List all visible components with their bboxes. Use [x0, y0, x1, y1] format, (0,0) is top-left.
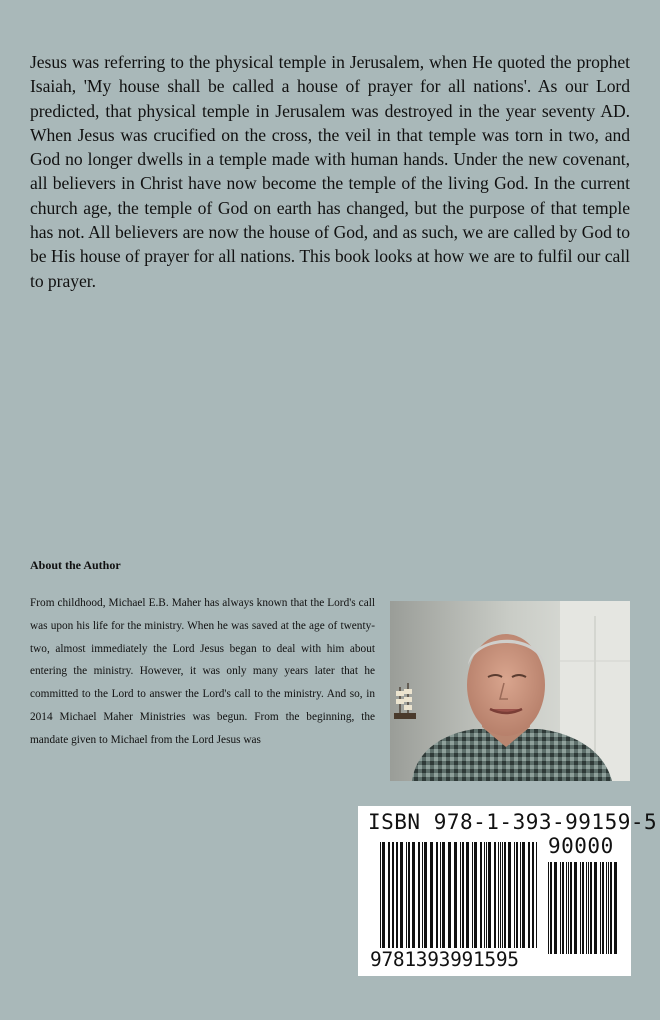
ean-barcode-bars [380, 842, 540, 948]
about-author-heading: About the Author [30, 558, 121, 572]
back-cover-blurb: Jesus was referring to the physical temple in Jerusalem, when He quoted the prophet Isaiah, 'My house shall be called a house of prayer for all nations'. As our Lord predicted, that physical temple in Jerusalem was destroyed in the year seventy AD. When Jesus was crucified on the cross, the veil in that temple was torn in two, and God no longer dwells in a temple made with human hands. Under the new covenant, all believers in Christ have now become the temple of the living God. In the current church age, the temple of God on earth has changed, but the purpose of that temple has not. All believers are now the house of God, and as such, we are called by God to be His house of prayer for all nations. This book looks at how we are to fulfil our call to prayer. [30, 52, 630, 291]
author-photo [390, 601, 630, 781]
about-author-text: From childhood, Michael E.B. Maher has always known that the Lord's call was upon his life for the ministry. When he was saved at the age of twenty-two, almost immediately the Lord Jesus began to deal with him about entering the ministry. However, it was only many years later that he committed to the Lord to answer the Lord's call to the ministry. And so, in 2014 Michael Maher Ministries was begun. From the beginning, the mandate given to Michael from the Lord Jesus was [30, 597, 375, 746]
price-code: 90000 [548, 834, 614, 858]
barcode-digits: 9781393991595 [370, 948, 519, 971]
isbn-barcode [358, 806, 658, 976]
price-barcode-bars [548, 862, 620, 954]
isbn-number: ISBN 978-1-393-99159-5 [368, 810, 658, 834]
